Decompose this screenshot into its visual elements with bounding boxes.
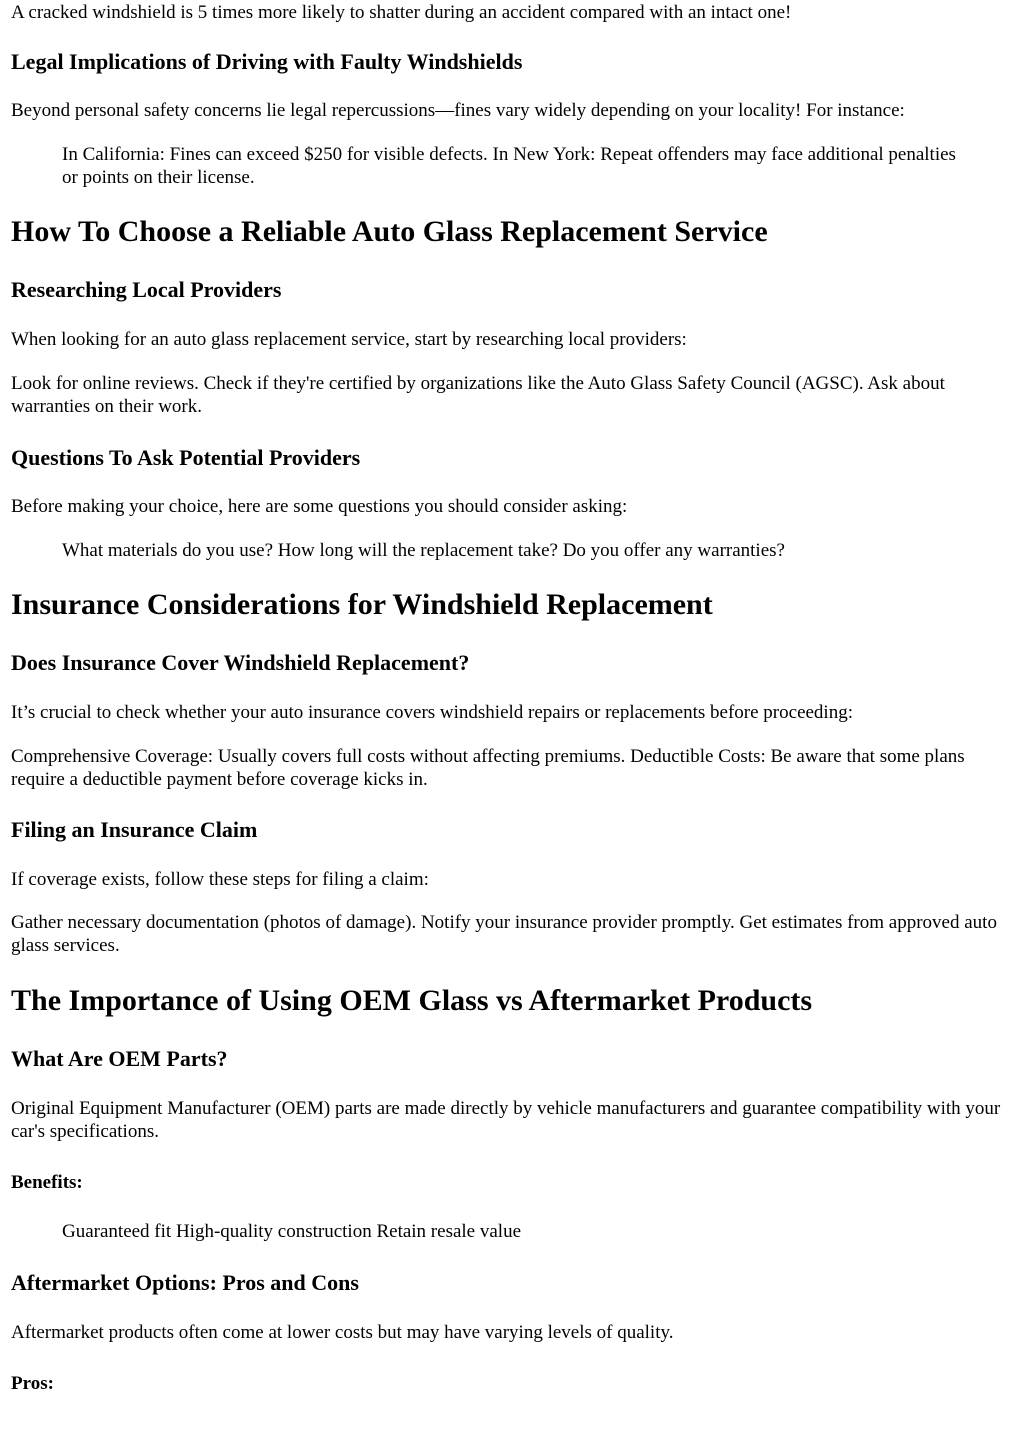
claim-paragraph: If coverage exists, follow these steps for filing a claim:: [11, 869, 429, 890]
benefits-label: Benefits:: [11, 1172, 83, 1193]
subheading-questions: Questions To Ask Potential Providers: [11, 445, 361, 470]
benefits-quote: Guaranteed fit High-quality construction Retain resale value: [62, 1221, 522, 1242]
oem-paragraph: Original Equipment Manufacturer (OEM) parts are made directly by vehicle manufacturers and guarantee compatibility with your car's specifications.: [11, 1098, 1001, 1142]
subheading-researching: Researching Local Providers: [11, 277, 282, 302]
questions-quote: What materials do you use? How long will the replacement take? Do you offer any warranties?: [62, 540, 785, 561]
researching-list-text: Look for online reviews. Check if they're certified by organizations like the Auto Glass Safety Council (AGSC). Ask about warranties on their work.: [11, 373, 945, 417]
subheading-what-oem: What Are OEM Parts?: [11, 1046, 228, 1071]
legal-quote: In California: Fines can exceed $250 for visible defects. In New York: Repeat offenders may face additional penalties or points on their license.: [62, 144, 956, 188]
intro-text: A cracked windshield is 5 times more likely to shatter during an accident compared with an intact one!: [11, 2, 792, 23]
questions-paragraph: Before making your choice, here are some questions you should consider asking:: [11, 496, 628, 517]
subheading-aftermarket: Aftermarket Options: Pros and Cons: [11, 1270, 359, 1295]
cover-list-text: Comprehensive Coverage: Usually covers full costs without affecting premiums. Deductible Costs: Be aware that some plans require a deductible payment before coverage kicks in.: [11, 746, 965, 790]
pros-label: Pros:: [11, 1373, 54, 1394]
section-heading-choose: How To Choose a Reliable Auto Glass Replacement Service: [11, 215, 768, 248]
legal-paragraph: Beyond personal safety concerns lie legal repercussions—fines vary widely depending on your locality! For instance:: [11, 100, 905, 121]
researching-paragraph: When looking for an auto glass replacement service, start by researching local providers:: [11, 329, 687, 350]
section-heading-oem: The Importance of Using OEM Glass vs Aftermarket Products: [11, 984, 813, 1017]
cover-paragraph: It’s crucial to check whether your auto insurance covers windshield repairs or replacements before proceeding:: [11, 702, 853, 723]
claim-list-text: Gather necessary documentation (photos of damage). Notify your insurance provider promptly. Get estimates from approved auto glass services.: [11, 912, 997, 956]
aftermarket-paragraph: Aftermarket products often come at lower costs but may have varying levels of quality.: [11, 1322, 674, 1343]
section-heading-insurance: Insurance Considerations for Windshield Replacement: [11, 588, 713, 621]
subheading-claim: Filing an Insurance Claim: [11, 817, 258, 842]
subheading-cover: Does Insurance Cover Windshield Replacement?: [11, 650, 470, 675]
section-heading-legal: Legal Implications of Driving with Faulty Windshields: [11, 49, 523, 74]
